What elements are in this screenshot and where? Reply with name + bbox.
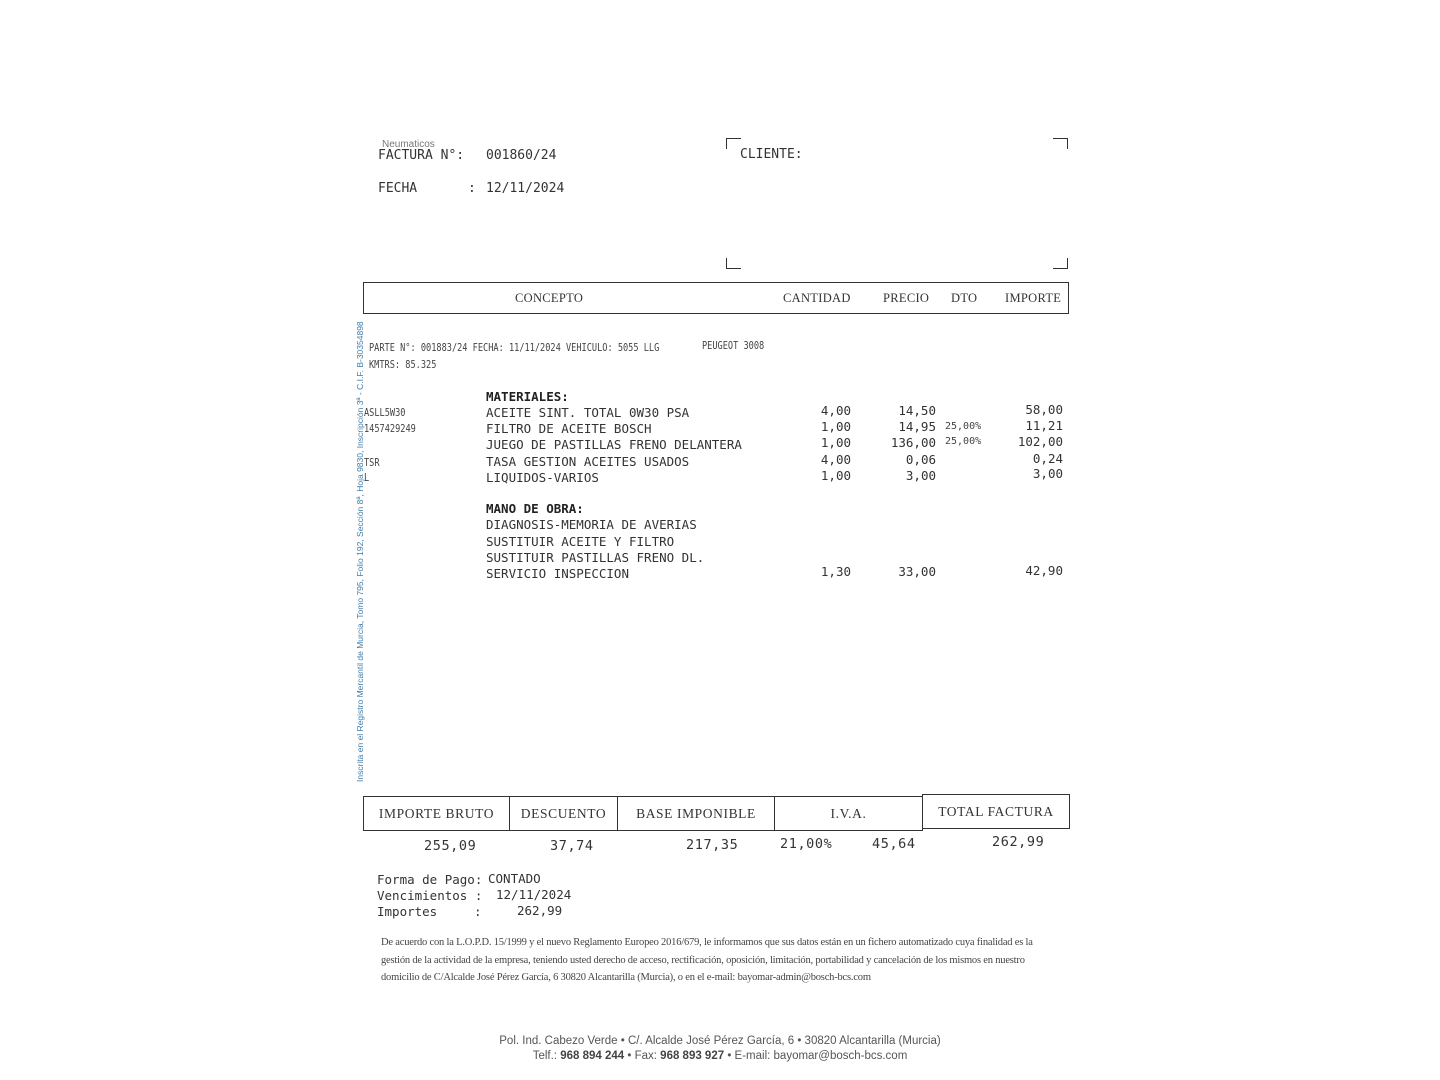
base-imponible-value: 217,35 — [686, 837, 739, 853]
material-amount: 3,00 — [1032, 466, 1063, 481]
labor-price: 33,00 — [898, 564, 936, 579]
payment-method: CONTADO — [488, 871, 541, 886]
iva-amount-value: 45,64 — [872, 836, 916, 852]
material-desc: JUEGO DE PASTILLAS FRENO DELANTERA — [486, 437, 742, 452]
iva-percent-value: 21,00% — [780, 836, 833, 852]
material-discount: 25,00% — [945, 421, 982, 432]
kilometers-line: KMTRS: 85.325 — [369, 359, 437, 371]
material-code: L — [364, 472, 370, 484]
vehicle-model: PEUGEOT 3008 — [702, 340, 765, 352]
items-table-header — [363, 282, 1069, 314]
invoice-date: 12/11/2024 — [486, 181, 565, 196]
invoice-number-label: FACTURA N°: — [378, 148, 465, 163]
footer-fax-label: • Fax: — [627, 1050, 657, 1062]
labor-desc: DIAGNOSIS-MEMORIA DE AVERIAS — [486, 517, 697, 532]
materiales-title: MATERIALES: — [486, 389, 569, 404]
legal-notice: De acuerdo con la L.O.P.D. 15/1999 y el nuevo Reglamento Europeo 2016/679, le informamos que sus datos están en un fichero automatizado cuya finalidad es la gestión de la actividad de la empresa, teniendo usted derecho de acceso, rectificación, oposición, limitación, portabilidad y cancelación de los mismos en nuestro domicilio de C/Alcalde José Pérez García, 6 30820 Alcantarilla (Murcia), o en el e-mail: bayomar-admin@bosch-bcs.com — [381, 937, 1033, 983]
brand-fragment: Neumaticos — [382, 139, 435, 150]
amounts-separator: : — [474, 904, 482, 919]
material-desc: ACEITE SINT. TOTAL 0W30 PSA — [486, 405, 690, 420]
material-code: 1457429249 — [364, 423, 416, 435]
totals-label-base-imponible: BASE IMPONIBLE — [617, 796, 775, 831]
totals-label-total-factura: TOTAL FACTURA — [922, 794, 1070, 829]
parte-line: PARTE N°: 001883/24 FECHA: 11/11/2024 VEHICULO: 5055 LLG — [369, 342, 660, 354]
header-cantidad: CANTIDAD — [783, 291, 851, 305]
material-qty: 1,00 — [820, 435, 851, 450]
material-discount: 25,00% — [945, 436, 982, 447]
material-qty: 4,00 — [820, 452, 851, 467]
labor-qty: 1,30 — [820, 564, 851, 579]
totals-label-descuento: DESCUENTO — [509, 796, 618, 831]
client-box-corner-tl — [726, 138, 741, 149]
material-amount: 58,00 — [1025, 402, 1063, 417]
header-concepto: CONCEPTO — [515, 291, 584, 305]
material-price: 0,06 — [905, 452, 936, 467]
registry-side-text: Inscrita en el Registro Mercantil de Murcia, Tomo 795, Folio 192, Sección 8ª, Hoja 9830, Inscripción 3ª - C.I.F. B-30354898 — [355, 321, 365, 782]
material-price: 136,00 — [890, 435, 936, 450]
material-amount: 102,00 — [1017, 434, 1063, 449]
importe-bruto-value: 255,09 — [424, 838, 477, 854]
footer-contact — [0, 1050, 1440, 1062]
labor-amount: 42,90 — [1025, 563, 1063, 578]
material-qty: 4,00 — [820, 403, 851, 418]
footer-tel: 968 894 244 — [560, 1050, 625, 1062]
invoice-date-label: FECHA — [378, 181, 418, 196]
client-box-corner-br — [1053, 258, 1068, 269]
material-price: 14,50 — [898, 403, 936, 418]
material-desc: LIQUIDOS-VARIOS — [486, 470, 599, 485]
material-amount: 0,24 — [1032, 451, 1063, 466]
material-price: 14,95 — [898, 419, 936, 434]
due-date-label: Vencimientos : — [377, 888, 483, 903]
material-qty: 1,00 — [820, 468, 851, 483]
client-box-corner-bl — [726, 258, 741, 269]
material-desc: FILTRO DE ACEITE BOSCH — [486, 421, 652, 436]
due-date: 12/11/2024 — [496, 887, 572, 902]
material-amount: 11,21 — [1025, 418, 1063, 433]
labor-desc: SUSTITUIR PASTILLAS FRENO DL. — [486, 550, 705, 565]
labor-desc: SUSTITUIR ACEITE Y FILTRO — [486, 534, 675, 549]
totals-label-iva: I.V.A. — [774, 796, 923, 831]
material-desc: TASA GESTION ACEITES USADOS — [486, 454, 690, 469]
total-factura-value: 262,99 — [992, 834, 1045, 850]
material-price: 3,00 — [905, 468, 936, 483]
material-code: ASLL5W30 — [364, 407, 406, 419]
client-box-corner-tr — [1053, 138, 1068, 149]
header-dto: DTO — [951, 291, 978, 305]
totals-header — [363, 796, 1070, 832]
header-precio: PRECIO — [883, 291, 930, 305]
invoice-date-separator: : — [468, 181, 476, 196]
material-code: TSR — [364, 457, 380, 469]
material-qty: 1,00 — [820, 419, 851, 434]
invoice-number: 001860/24 — [486, 148, 557, 163]
client-label: CLIENTE: — [740, 147, 803, 162]
footer-tel-label: Telf.: — [532, 1050, 558, 1062]
totals-label-importe-bruto: IMPORTE BRUTO — [363, 796, 510, 831]
mano-obra-title: MANO DE OBRA: — [486, 501, 584, 516]
descuento-value: 37,74 — [550, 838, 594, 854]
header-importe: IMPORTE — [1005, 291, 1062, 305]
footer-email: • E-mail: bayomar@bosch-bcs.com — [727, 1050, 908, 1062]
payment-method-label: Forma de Pago: — [377, 872, 483, 887]
footer-fax: 968 893 927 — [660, 1050, 725, 1062]
amounts-value: 262,99 — [517, 903, 563, 918]
labor-desc: SERVICIO INSPECCION — [486, 566, 629, 581]
amounts-label: Importes — [377, 904, 438, 919]
footer-address: Pol. Ind. Cabezo Verde • C/. Alcalde José Pérez García, 6 • 30820 Alcantarilla (Murcia) — [499, 1035, 941, 1047]
